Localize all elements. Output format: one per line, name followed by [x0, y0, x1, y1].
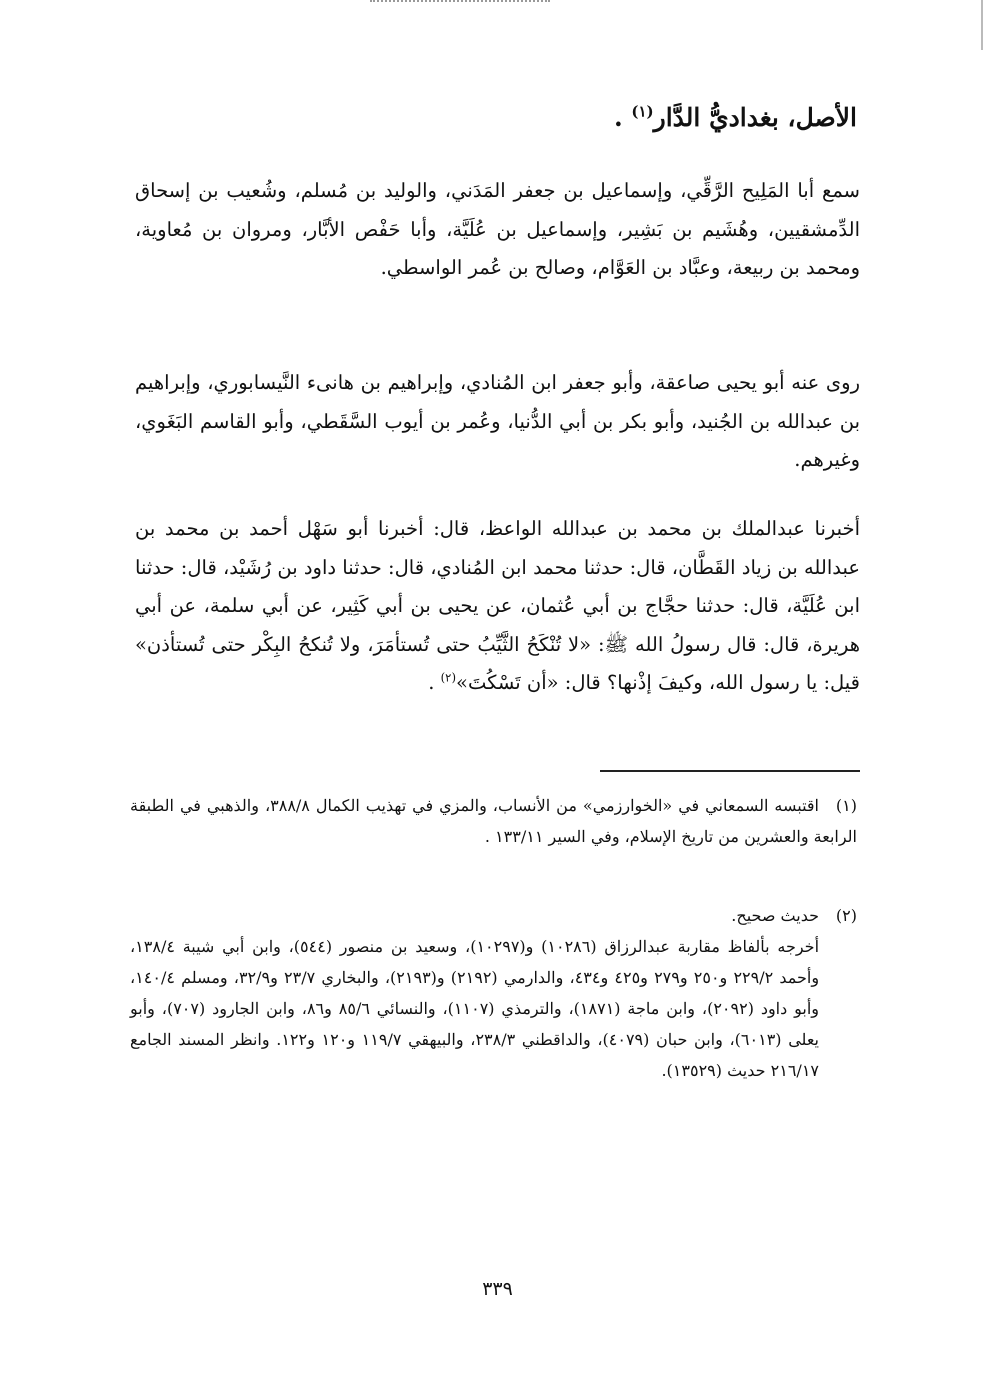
- footnote-separator: [600, 770, 860, 772]
- footnote-1-text: اقتبسه السمعاني في «الخوارزمي» من الأنساب، والمزي في تهذيب الكمال ٣٨٨/٨، والذهبي في الطبقة الرابعة والعشرين من تاريخ الإسلام، وفي السير ١٣٣/١١ .: [130, 796, 857, 846]
- footnote-ref-2: (٢): [440, 670, 457, 685]
- footnote-ref-1: (١): [631, 102, 654, 121]
- footnote-2-text: أخرجه بألفاظ مقاربة عبدالرزاق (١٠٢٨٦) و(١٠٢٩٧)، وسعيد بن منصور (٥٤٤)، وابن أبي شيبة ١٣٨/٤، وأحمد ٢٢٩/٢ و٢٥٠ و٢٧٩ و٤٢٥ و٤٣٤، والدارمي (٢١٩٢) و(٢١٩٣)، والبخاري ٢٣/٧ و٣٢/٩، ومسلم ١٤٠/٤، وأبو داود (٢٠٩٢)، وابن ماجة (١٨٧١)، والترمذي (١١٠٧)، والنسائي ٨٥/٦ و٨٦، وابن الجارود (٧٠٧)، وأبو يعلى (٦٠١٣)، وابن حبان (٤٠٧٩)، والداقطني ٢٣٨/٣، والبيهقي ١١٩/٧ و١٢٠ و١٢٢. وانظر المسند الجامع ٢١٦/١٧ حديث (١٣٥٢٩).: [130, 937, 820, 1080]
- paragraph-students: روى عنه أبو يحيى صاعقة، وأبو جعفر ابن المُنادي، وإبراهيم بن هانىء النَّيسابوري، وإبراهيم بن عبدالله بن الجُنيد، وأبو بكر بن أبي الدُّنيا، وعُمر بن أيوب السَّقَطي، وأبو القاسم البَغَوي، وغيرهم.: [135, 371, 860, 471]
- footnote-2-heading: حديث صحيح.: [731, 906, 819, 925]
- footnote-2: [130, 900, 857, 1086]
- section-heading: [137, 98, 857, 138]
- footnote-1: [130, 790, 857, 852]
- heading-text: الأصل، بغداديُّ الدَّار: [653, 103, 857, 132]
- hadith-text: أخبرنا عبدالملك بن محمد بن عبدالله الواعظ، قال: أخبرنا أبو سَهْل أحمد بن محمد بن عبدالله بن زياد القَطَّان، قال: حدثنا محمد ابن المُنادي، قال: حدثنا داود بن رُشَيْد، قال: حدثنا ابن عُلَيَّة، قال: حدثنا حجَّاج بن أبي عُثمان، عن يحيى بن أبي كَثِير، عن أبي سلمة، عن أبي هريرة، قال: قال رسولُ الله ﷺ: «لا تُنْكَحُ الثَّيِّبُ حتى تُستأمَرَ، ولا تُنكحُ البِكْر حتى تُستأذن» قيل: يا رسول الله، وكيفَ إذْنها؟ قال: «أن تَسْكُتَ»: [135, 517, 860, 694]
- paragraph-hadith: [135, 510, 860, 703]
- side-edge-mark: [981, 0, 983, 50]
- paragraph-teachers: سمع أبا المَلِيح الرَّقِّي، وإسماعيل بن جعفر المَدَني، والوليد بن مُسلم، وشُعيب بن إسحاق الدِّمشقيين، وهُشَيم بن بَشِير، وإسماعيل بن عُلَيَّة، وأبا حَفْص الأبَّار، ومروان بن مُعاوية، ومحمد بن ربيعة، وعبَّاد بن العَوَّام، وصالح بن عُمر الواسطي.: [135, 179, 860, 279]
- page-number: ٣٣٩: [482, 1278, 513, 1300]
- footnote-1-number: (١): [835, 796, 857, 815]
- footnote-2-number: (٢): [835, 906, 857, 925]
- heading-end: .: [613, 103, 632, 132]
- hadith-end: .: [428, 671, 441, 694]
- top-edge-mark: [370, 0, 550, 10]
